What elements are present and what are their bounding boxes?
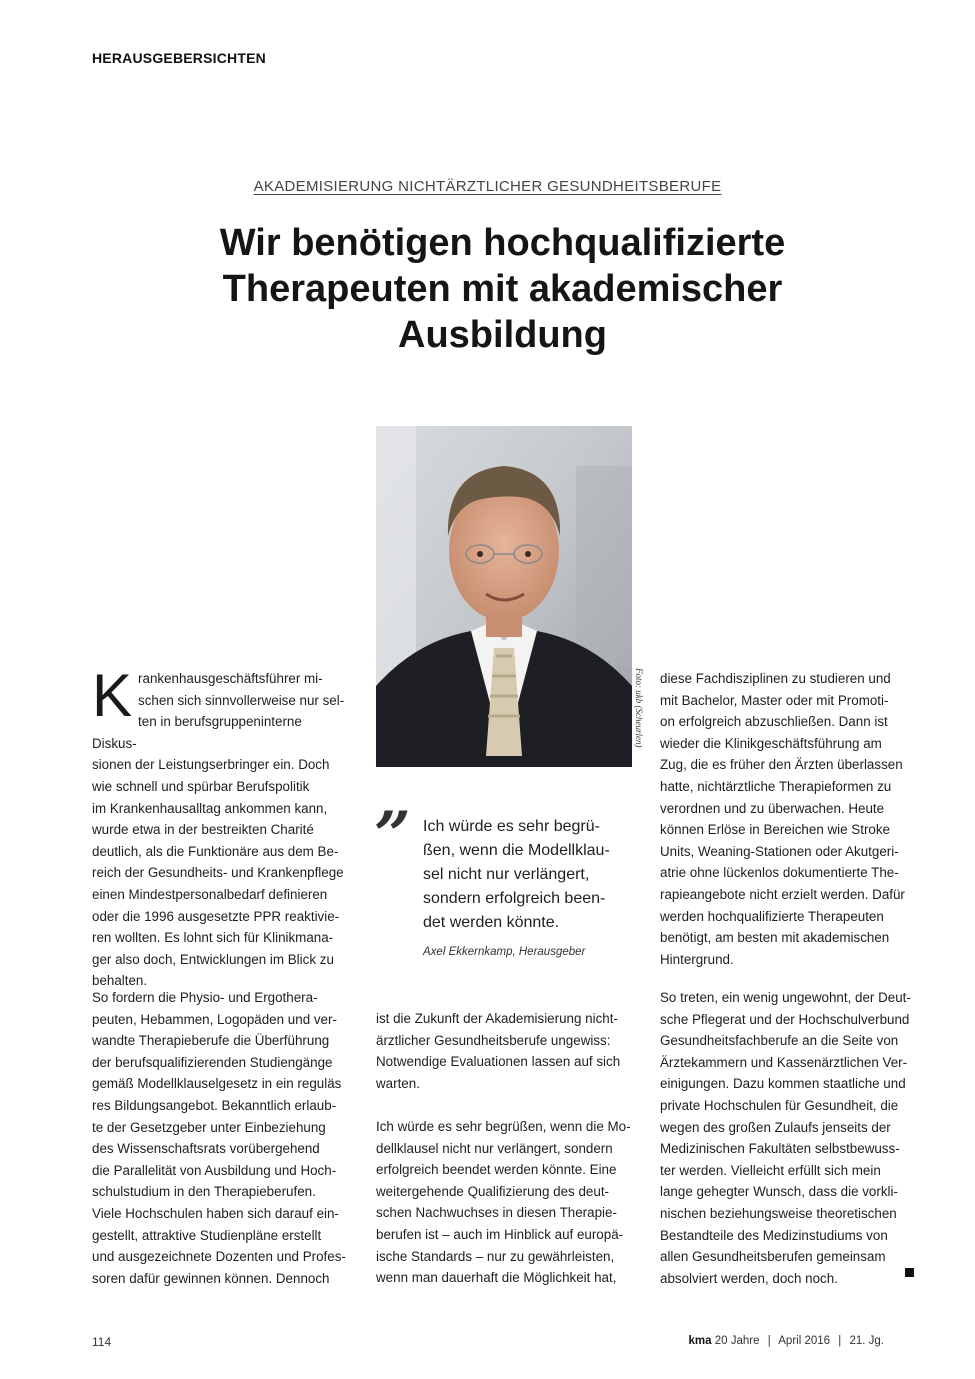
- text-line: sche Pflegerat und der Hochschulverbund: [660, 1011, 910, 1027]
- section-label: HERAUSGEBERSICHTEN: [92, 50, 266, 66]
- text-line: behalten.: [92, 973, 148, 989]
- page-number: 114: [92, 1335, 112, 1349]
- text-line: Gesundheitsfachberufe an die Seite von: [660, 1033, 899, 1049]
- text-line: atrie ohne lückenlos dokumentierte The-: [660, 865, 899, 881]
- text-line: lange gehegter Wunsch, dass die vorkli-: [660, 1184, 898, 1200]
- text-line: wie schnell und spürbar Berufspolitik: [92, 778, 310, 794]
- text-line: schen sich sinnvollerweise nur sel-: [138, 692, 345, 708]
- text-line: erfolgreich beendet werden könnte. Eine: [376, 1162, 617, 1178]
- body-column-3: [660, 668, 918, 970]
- text-line: So fordern die Physio- und Ergothera-: [92, 990, 318, 1005]
- text-line: der berufsqualifizierenden Studiengänge: [92, 1054, 333, 1070]
- text-line: peuten, Hebammen, Logopäden und ver-: [92, 1011, 337, 1027]
- text-line: Zug, die es früher den Ärzten überlassen: [660, 757, 903, 773]
- text-line: Medizinischen Fakultäten selbstbewuss-: [660, 1141, 900, 1157]
- text-line: ärztlicher Gesundheitsberufe ungewiss:: [376, 1032, 611, 1048]
- text-line: Units, Weaning-Stationen oder Akutgeri-: [660, 843, 899, 859]
- text-line: hatte, nichtärztliche Therapieformen zu: [660, 778, 892, 794]
- text-line: die Parallelität von Ausbildung und Hoch-: [92, 1162, 337, 1178]
- text-line: berufen ist – auch im Hinblick auf europä-: [376, 1226, 624, 1242]
- text-line: Viele Hochschulen haben sich darauf ein-: [92, 1205, 339, 1221]
- separator: |: [838, 1335, 842, 1347]
- pull-quote: [423, 815, 633, 935]
- text-line: wegen des großen Zulaufs jenseits der: [660, 1119, 891, 1135]
- text-line: Bestandteile des Medizinstudiums von: [660, 1227, 888, 1243]
- text-line: mit Bachelor, Master oder mit Promoti-: [660, 692, 889, 708]
- text-line: allen Gesundheitsberufen gemeinsam: [660, 1249, 886, 1265]
- article-headline: [150, 220, 855, 358]
- quote-line: det werden könnte.: [423, 914, 560, 931]
- text-line: im Krankenhausalltag ankommen kann,: [92, 800, 328, 816]
- pull-quote-author: Axel Ekkernkamp, Herausgeber: [423, 946, 586, 958]
- text-line: Ärztekammern und Kassenärztlichen Ver-: [660, 1054, 908, 1070]
- drop-cap: K: [92, 662, 133, 729]
- photo-credit: Foto: ukb (Scheurlen): [634, 668, 644, 748]
- text-line: warten.: [376, 1075, 420, 1091]
- text-line: weitergehende Qualifizierung des deut-: [376, 1183, 609, 1199]
- body-column-3-lower: [660, 987, 918, 1289]
- text-line: und ausgezeichnete Dozenten und Profes-: [92, 1249, 346, 1265]
- quote-mark-icon: ”: [374, 798, 411, 873]
- headline-line: Ausbildung: [398, 314, 607, 356]
- text-line: ren wollten. Es lohnt sich für Klinikmana-: [92, 930, 334, 946]
- text-line: deutlich, als die Funktionäre aus dem Be-: [92, 843, 339, 859]
- text-line: wenn man dauerhaft die Möglichkeit hat,: [376, 1270, 617, 1286]
- text-line: Hintergrund.: [660, 951, 734, 967]
- text-line: dellklausel nicht nur verlängert, sondern: [376, 1140, 613, 1156]
- text-line: werden hochqualifizierte Therapeuten: [660, 908, 884, 924]
- text-line: benötigt, am besten mit akademischen: [660, 930, 890, 946]
- body-column-1-lower: [92, 987, 350, 1289]
- headline-line: Wir benötigen hochqualifizierte: [219, 222, 786, 264]
- text-line: können Erlöse in Bereichen wie Stroke: [660, 822, 891, 838]
- text-line: ten in berufsgruppeninterne Diskus-: [92, 714, 302, 751]
- text-line: sionen der Leistungserbringer ein. Doch: [92, 757, 330, 773]
- text-line: ische Standards – nur zu gewährleisten,: [376, 1248, 615, 1264]
- text-line: gemäß Modellklauselgesetz in ein reguläs: [92, 1076, 342, 1092]
- text-line: rankenhausgeschäftsführer mi-: [138, 671, 323, 686]
- text-line: Notwendige Evaluationen lassen auf sich: [376, 1054, 621, 1070]
- text-line: des Wissenschaftsrats vorübergehend: [92, 1141, 320, 1157]
- text-line: nischen beziehungsweise theoretischen: [660, 1205, 897, 1221]
- publication-brand: kma: [688, 1335, 712, 1347]
- text-line: schulstudium in den Therapieberufen.: [92, 1184, 316, 1200]
- quote-line: ßen, wenn die Modellklau-: [423, 842, 610, 859]
- issue-date: April 2016: [778, 1335, 831, 1347]
- text-line: rapieangebote nicht erzielt werden. Dafür: [660, 886, 905, 902]
- text-line: res Bildungsangebot. Bekanntlich erlaub-: [92, 1097, 337, 1113]
- separator: |: [767, 1335, 771, 1347]
- text-line: te der Gesetzgeber unter Einbeziehung: [92, 1119, 326, 1135]
- text-line: einen Mindestpersonalbedarf definieren: [92, 886, 328, 902]
- text-line: diese Fachdisziplinen zu studieren und: [660, 671, 891, 686]
- text-line: private Hochschulen für Gesundheit, die: [660, 1097, 899, 1113]
- text-line: wandte Therapieberufe die Überführung: [92, 1033, 330, 1049]
- text-line: oder die 1996 ausgesetzte PPR reaktivie-: [92, 908, 340, 924]
- text-line: schen Nachwuchses in diesen Therapie-: [376, 1205, 617, 1221]
- text-line: ter werden. Vielleicht erfüllt sich mein: [660, 1162, 881, 1178]
- text-line: soren dafür gewinnen können. Dennoch: [92, 1270, 330, 1286]
- text-line: Ich würde es sehr begrüßen, wenn die Mo-: [376, 1118, 631, 1134]
- text-line: ist die Zukunft der Akademisierung nicht-: [376, 1011, 618, 1026]
- text-line: wieder die Klinikgeschäftsführung am: [660, 735, 882, 751]
- headline-line: Therapeuten mit akademischer: [222, 268, 783, 310]
- body-column-2-lower: [376, 1008, 634, 1289]
- edition-label: 20 Jahre: [714, 1335, 760, 1347]
- text-line: reich der Gesundheits- und Krankenpflege: [92, 865, 344, 881]
- body-column-1: [92, 662, 350, 992]
- text-line: So treten, ein wenig ungewohnt, der Deut-: [660, 990, 911, 1005]
- text-line: absolviert werden, doch noch.: [660, 1270, 838, 1286]
- text-line: ger also doch, Entwicklungen im Blick zu: [92, 951, 334, 967]
- text-line: einigungen. Dazu kommen staatliche und: [660, 1076, 906, 1092]
- text-line: gestellt, attraktive Studienpläne erstellt: [92, 1227, 322, 1243]
- text-line: on erfolgreich abzuschließen. Dann ist: [660, 714, 888, 730]
- footer-publication-info: [689, 1335, 885, 1347]
- text-line: wurde etwa in der bestreikten Charité: [92, 822, 314, 838]
- text-line: verordnen und zu überwachen. Heute: [660, 800, 885, 816]
- author-portrait-photo: [376, 426, 632, 767]
- end-of-article-square-icon: [905, 1268, 914, 1277]
- quote-line: sel nicht nur verlängert,: [423, 866, 590, 883]
- quote-line: Ich würde es sehr begrü-: [423, 818, 600, 835]
- article-kicker: AKADEMISIERUNG NICHTÄRZTLICHER GESUNDHEITSBERUFE: [253, 178, 722, 195]
- paragraph-gap: [376, 1094, 634, 1116]
- quote-line: sondern erfolgreich been-: [423, 890, 606, 907]
- volume-label: 21. Jg.: [849, 1335, 884, 1347]
